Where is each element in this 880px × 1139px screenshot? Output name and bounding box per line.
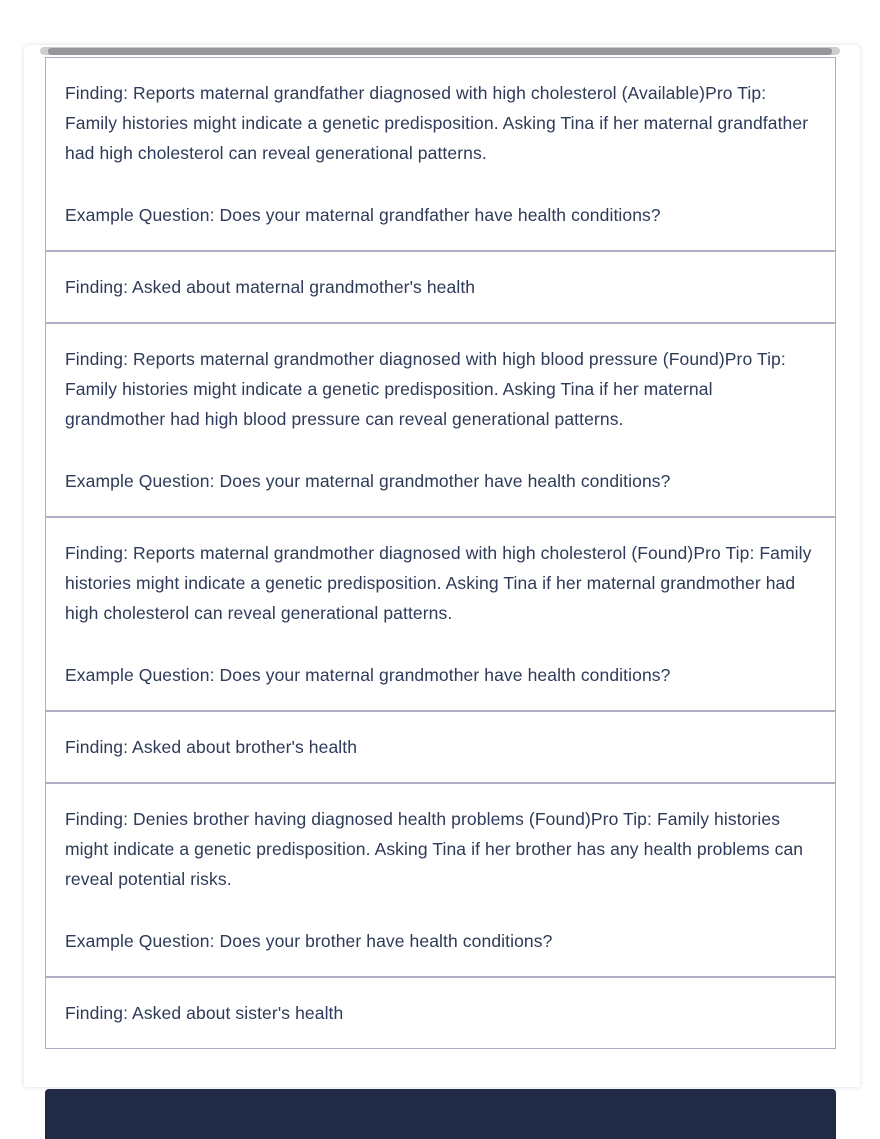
finding-card <box>45 323 836 517</box>
finding-card <box>45 251 836 323</box>
finding-text: Finding: Asked about sister's health <box>65 1003 344 1023</box>
findings-list <box>45 57 836 1049</box>
finding-card <box>45 783 836 977</box>
finding-card <box>45 977 836 1049</box>
example-question-text: Example Question: Does your maternal grandmother have health conditions? <box>65 471 671 491</box>
finding-text: Finding: Reports maternal grandmother diagnosed with high blood pressure (Found)Pro Tip: Family histories might indicate a genetic predisposition. Asking Tina if her maternal grandmother had high blood pressure can reveal generational patterns. <box>65 349 786 429</box>
example-question-text: Example Question: Does your maternal grandfather have health conditions? <box>65 205 661 225</box>
finding-text: Finding: Asked about brother's health <box>65 737 358 757</box>
example-question-text: Example Question: Does your brother have health conditions? <box>65 931 553 951</box>
findings-panel <box>24 45 860 1087</box>
finding-card <box>45 517 836 711</box>
finding-card <box>45 57 836 251</box>
finding-text: Finding: Denies brother having diagnosed health problems (Found)Pro Tip: Family histories might indicate a genetic predisposition. Asking Tina if her brother has any health problems can reveal potential risks. <box>65 809 804 889</box>
finding-text: Finding: Asked about maternal grandmother's health <box>65 277 476 297</box>
finding-text: Finding: Reports maternal grandmother diagnosed with high cholesterol (Found)Pro Tip: Family histories might indicate a genetic predisposition. Asking Tina if her maternal grandmother had high cholesterol can reveal generational patterns. <box>65 543 812 623</box>
example-question-text: Example Question: Does your maternal grandmother have health conditions? <box>65 665 671 685</box>
horizontal-scrollbar-thumb[interactable] <box>48 48 832 55</box>
bottom-navy-bar <box>45 1089 836 1139</box>
finding-text: Finding: Reports maternal grandfather diagnosed with high cholesterol (Available)Pro Tip: Family histories might indicate a genetic predisposition. Asking Tina if her maternal grandfather had high cholesterol can reveal generational patterns. <box>65 83 809 163</box>
finding-card <box>45 711 836 783</box>
horizontal-scrollbar-track[interactable] <box>40 47 840 55</box>
